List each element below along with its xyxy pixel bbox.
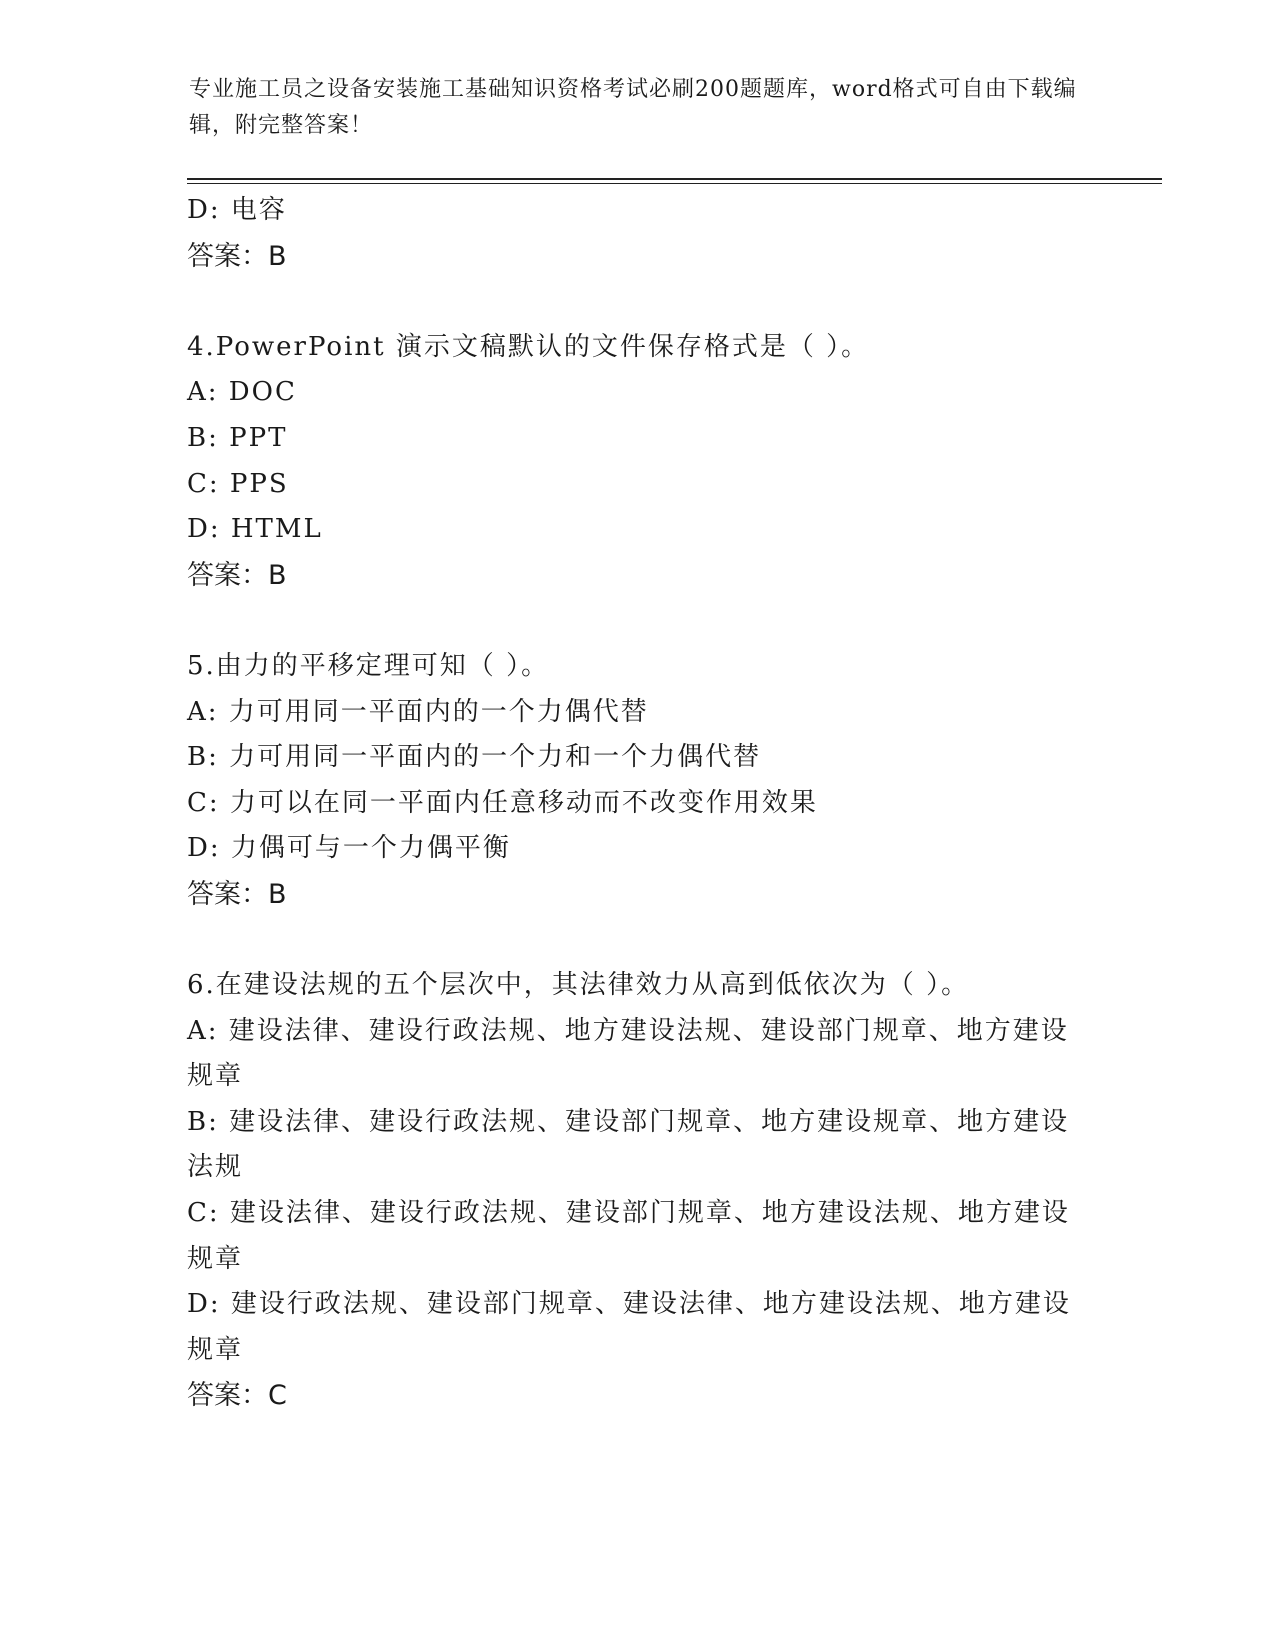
spacer [187, 279, 1087, 325]
question-answer: 答案：B [187, 878, 287, 910]
question-list [187, 188, 1087, 1419]
prev-question-answer: 答案：B [187, 240, 287, 272]
question-4 [187, 325, 1087, 599]
question-answer: 答案：B [187, 559, 287, 591]
question-answer: 答案：C [187, 1380, 287, 1412]
question-option-d: D: 建设行政法规、建设部门规章、建设法律、地方建设法规、地方建设规章 [187, 1289, 1071, 1365]
question-option-b: B: 建设法律、建设行政法规、建设部门规章、地方建设规章、地方建设法规 [187, 1106, 1070, 1183]
question-option-a: A: DOC [187, 377, 297, 408]
question-option-c: C: 力可以在同一平面内任意移动而不改变作用效果 [187, 787, 818, 818]
spacer [187, 918, 1087, 964]
question-option-b: B: 力可用同一平面内的一个力和一个力偶代替 [187, 742, 762, 773]
question-option-c: C: PPS [187, 468, 289, 499]
document-header: 专业施工员之设备安装施工基础知识资格考试必刷200题题库，word格式可自由下载编辑，附完整答案！ [189, 77, 1077, 138]
question-stem: 5.由力的平移定理可知（ ）。 [187, 650, 550, 681]
question-5 [187, 644, 1087, 918]
question-option-b: B: PPT [187, 422, 288, 453]
question-option-a: A: 力可用同一平面内的一个力偶代替 [187, 696, 649, 727]
question-option-d: D: HTML [187, 514, 323, 545]
header-divider-thin [187, 183, 1162, 184]
question-6 [187, 963, 1087, 1419]
question-stem: 4.PowerPoint 演示文稿默认的文件保存格式是（ ）。 [187, 331, 870, 362]
question-option-d: D: 力偶可与一个力偶平衡 [187, 833, 511, 864]
question-option-a: A: 建设法律、建设行政法规、地方建设法规、建设部门规章、地方建设规章 [187, 1015, 1069, 1092]
spacer [187, 598, 1087, 644]
header-divider-thick [187, 178, 1162, 180]
prev-question-option-d: D: 电容 [187, 195, 287, 225]
question-option-c: C: 建设法律、建设行政法规、建设部门规章、地方建设法规、地方建设规章 [187, 1198, 1070, 1274]
question-stem: 6.在建设法规的五个层次中，其法律效力从高到低依次为（ ）。 [187, 970, 970, 1001]
